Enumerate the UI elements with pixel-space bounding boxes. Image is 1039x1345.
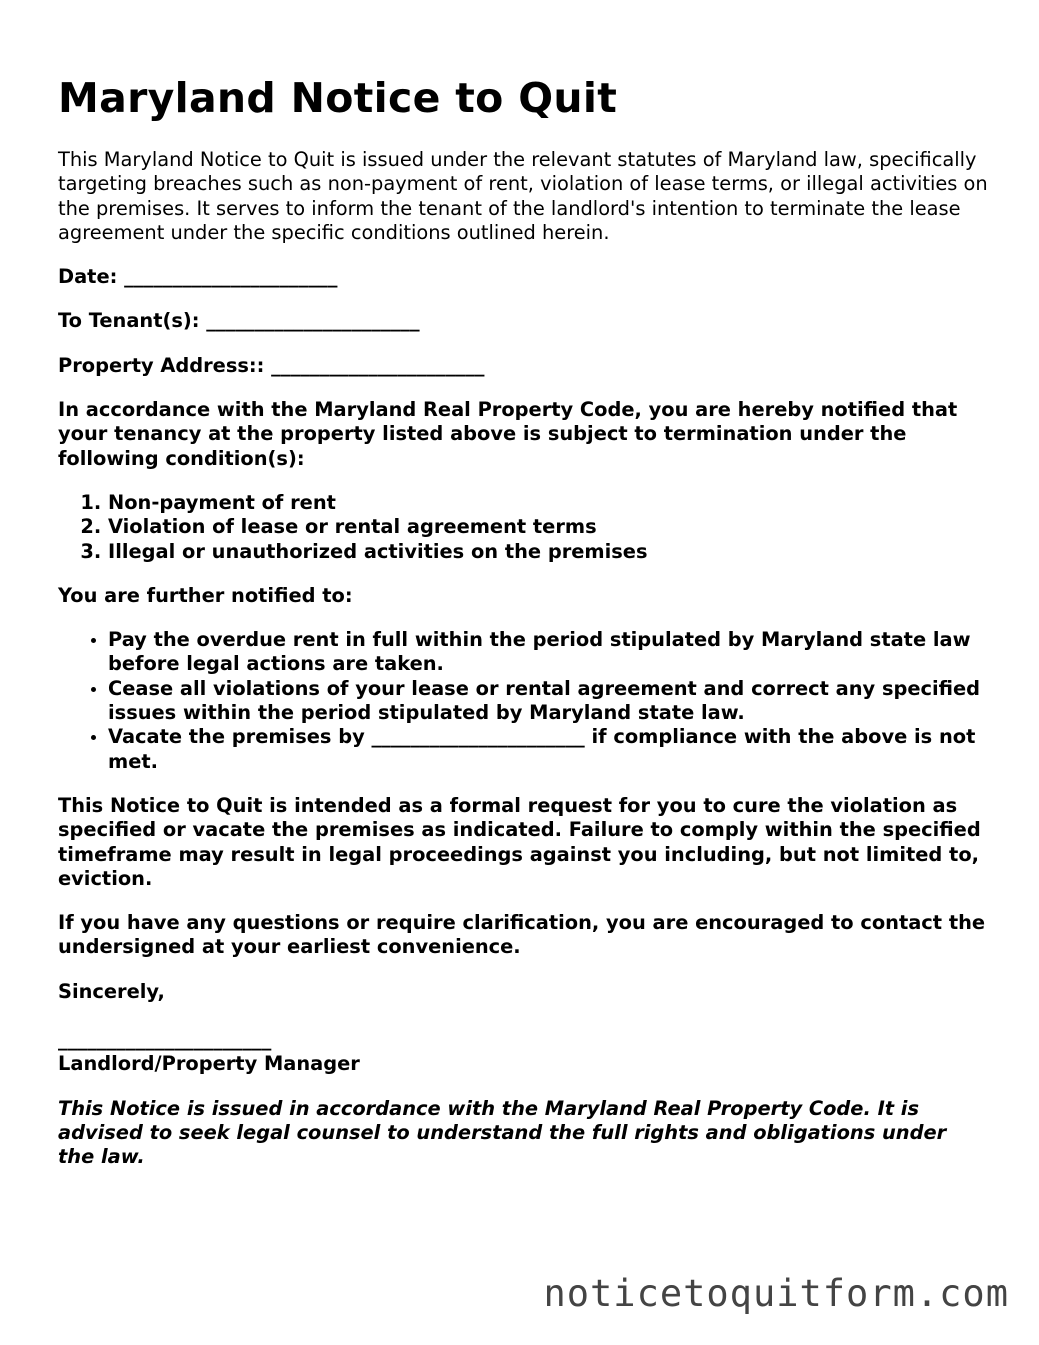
- signer-title: Landlord/Property Manager: [58, 1052, 360, 1076]
- document-page: [58, 72, 988, 1170]
- conditions-list: [58, 491, 988, 564]
- signature-line: ______________________: [58, 1028, 272, 1052]
- further-item: • Pay the overdue rent in full within the period stipulated by Maryland state law before legal actions are taken.: [108, 628, 988, 677]
- site-watermark: noticetoquitform.com: [543, 1272, 1009, 1315]
- document-title: Maryland Notice to Quit: [58, 74, 618, 122]
- notice-purpose-paragraph: This Notice to Quit is intended as a formal request for you to cure the violation as specified or vacate the premises as indicated. Failure to comply within the specified timeframe may result in legal proceedings against you including, but not limited to, eviction.: [58, 793, 981, 890]
- disclaimer-text: This Notice is issued in accordance with the Maryland Real Property Code. It is advised to seek legal counsel to understand the full rights and obligations under the law.: [58, 1096, 947, 1169]
- further-item: • Cease all violations of your lease or rental agreement and correct any specified issues within the period stipulated by Maryland state law.: [108, 677, 988, 726]
- questions-paragraph: If you have any questions or require clarification, you are encouraged to contact the undersigned at your earliest convenience.: [58, 911, 986, 959]
- condition-item: 2. Violation of lease or rental agreement terms: [108, 515, 988, 539]
- condition-item: 1. Non-payment of rent: [108, 491, 988, 515]
- accordance-paragraph: In accordance with the Maryland Real Property Code, you are hereby notified that your tenancy at the property listed above is subject to termination under the following condition(s):: [58, 398, 958, 470]
- closing-text: Sincerely,: [58, 979, 165, 1003]
- property-address-field: Property Address:: ______________________: [58, 353, 485, 377]
- date-field: Date: ______________________: [58, 265, 338, 289]
- intro-paragraph: This Maryland Notice to Quit is issued under the relevant statutes of Maryland law, specifically targeting breaches such as non-payment of rent, violation of lease terms, or illegal activities on the premises. It serves to inform the tenant of the landlord's intention to terminate the lease agreement under the specific conditions outlined herein.: [58, 148, 988, 244]
- tenants-field: To Tenant(s): ______________________: [58, 309, 420, 333]
- condition-item: 3. Illegal or unauthorized activities on the premises: [108, 540, 988, 564]
- further-item: • Vacate the premises by ______________________ if compliance with the above is not met.: [108, 725, 988, 774]
- further-heading: You are further notified to:: [58, 583, 353, 607]
- further-list: [58, 628, 988, 774]
